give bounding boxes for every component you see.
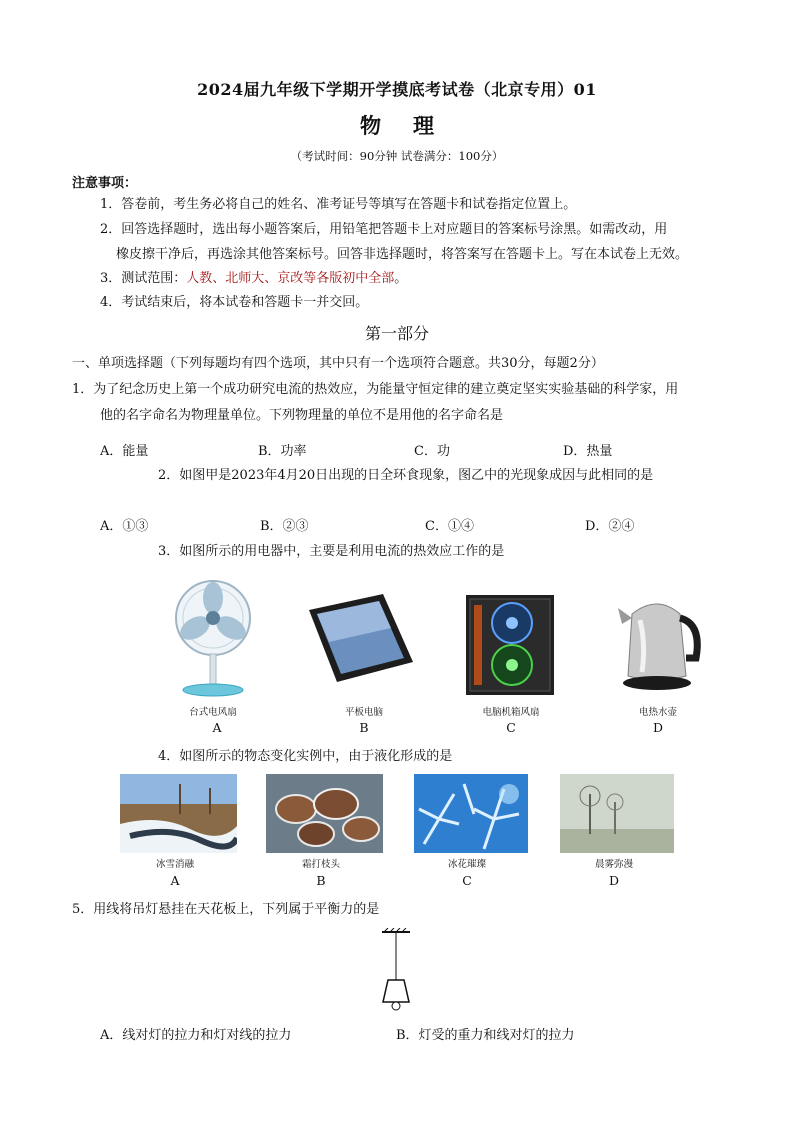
q1-option-b: B．功率: [258, 444, 307, 459]
subject-char-1: 物: [360, 113, 381, 138]
part-title: 第一部分: [364, 324, 429, 343]
notice-item-3-scope: 人教、北师大、京改等各版初中全部: [186, 271, 395, 286]
q3-caption-c: 电脑机箱风扇: [482, 707, 540, 718]
q4-letter-a: A: [170, 873, 180, 888]
q4-letter-b: B: [316, 873, 326, 888]
q1-option-a: A．能量: [100, 444, 149, 459]
question-1-line2: 他的名字命名为物理量单位。下列物理量的单位不是用他的名字命名是: [100, 408, 504, 423]
question-1-line1: 1．为了纪念历史上第一个成功研究电流的热效应，为能量守恒定律的建立奠定坚实实验基础的科学家，用: [72, 382, 679, 397]
section-heading: 一、单项选择题（下列每题均有四个选项，其中只有一个选项符合题意。共30分，每题2分）: [72, 356, 604, 371]
ice-flower-image: [414, 774, 528, 853]
tablet-image: [305, 592, 415, 684]
notice-item-3: [100, 270, 407, 287]
question-3: 3．如图所示的用电器中，主要是利用电流的热效应工作的是: [158, 544, 505, 559]
q4-letter-c: C: [462, 873, 472, 888]
subject-title: [0, 110, 794, 140]
notice-item-1: 1．答卷前，考生务必将自己的姓名、准考证号等填写在答题卡和试卷指定位置上。: [100, 197, 577, 212]
melting-snow-image: [120, 774, 237, 853]
morning-fog-image: [560, 774, 674, 853]
question-2: 2．如图甲是2023年4月20日出现的日全环食现象，图乙中的光现象成因与此相同的是: [158, 468, 654, 483]
q3-caption-d: 电热水壶: [638, 707, 677, 718]
q3-letter-b: B: [359, 720, 369, 735]
q3-letter-c: C: [506, 720, 516, 735]
hanging-lamp-diagram: [376, 928, 416, 1012]
q4-caption-a: 冰雪消融: [155, 859, 194, 870]
q5-option-b: B．灯受的重力和线对灯的拉力: [396, 1028, 575, 1043]
q4-caption-d: 晨雾弥漫: [594, 859, 633, 870]
frost-leaves-image: [266, 774, 383, 853]
notice-item-3-end: 。: [394, 271, 408, 286]
q2-option-a: A．①③: [100, 519, 149, 534]
q3-letter-d: D: [652, 720, 664, 735]
q1-option-d: D．热量: [563, 444, 613, 459]
q4-caption-c: 冰花璀璨: [447, 859, 486, 870]
notice-item-4: 4．考试结束后，将本试卷和答题卡一并交回。: [100, 295, 369, 310]
q4-caption-b: 霜打枝头: [301, 859, 340, 870]
notice-item-2: 2．回答选择题时，选出每小题答案后，用铅笔把答题卡上对应题目的答案标号涂黑。如需改动，用: [100, 222, 668, 237]
q4-letter-d: D: [608, 873, 620, 888]
notice-heading: 注意事项：: [72, 176, 138, 191]
subject-char-2: 理: [413, 113, 434, 138]
q3-caption-b: 平板电脑: [344, 707, 383, 718]
pc-case-fan-image: [466, 595, 554, 695]
q3-caption-a: 台式电风扇: [189, 707, 237, 718]
q1-option-c: C．功: [414, 444, 450, 459]
q5-option-a: A．线对灯的拉力和灯对线的拉力: [100, 1028, 292, 1043]
exam-title: 2024届九年级下学期开学摸底考试卷（北京专用）01: [197, 80, 597, 99]
notice-item-3-label: 3．测试范围：: [100, 271, 187, 286]
question-5: 5．用线将吊灯悬挂在天花板上，下列属于平衡力的是: [72, 902, 380, 917]
desk-fan-image: [168, 578, 258, 698]
q2-option-c: C．①④: [425, 519, 474, 534]
q2-option-b: B．②③: [260, 519, 309, 534]
electric-kettle-image: [612, 584, 702, 694]
exam-meta: （考试时间：90分钟 试卷满分：100分）: [290, 149, 504, 163]
q3-letter-a: A: [212, 720, 222, 735]
question-4: 4．如图所示的物态变化实例中，由于液化形成的是: [158, 749, 453, 764]
notice-item-2-cont: 橡皮擦干净后，再选涂其他答案标号。回答非选择题时，将答案写在答题卡上。写在本试卷上无效。: [116, 247, 689, 262]
q2-option-d: D．②④: [585, 519, 635, 534]
